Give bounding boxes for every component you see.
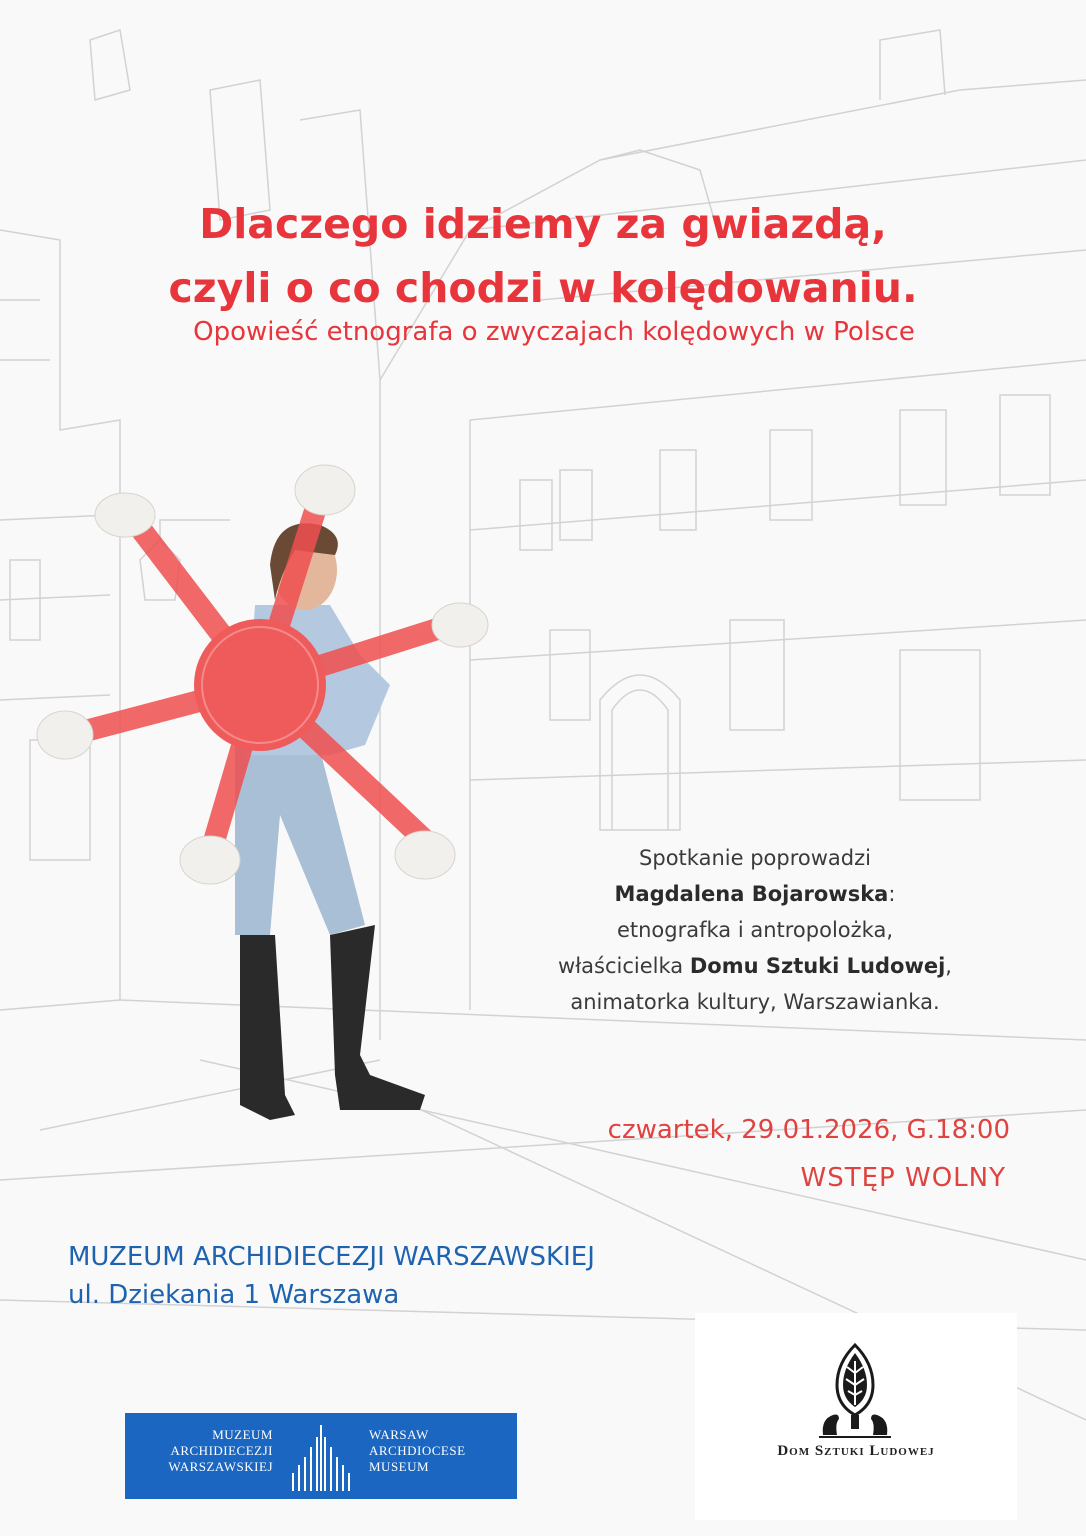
host-name-suffix: : (888, 882, 896, 906)
venue (68, 1238, 595, 1314)
host-role-2-bold: Domu Sztuki Ludowej (689, 954, 946, 978)
title-line-2: czyli o co chodzi w kolędowaniu. (168, 264, 918, 312)
dsl-logo-text: Dom Sztuki Ludowej (777, 1443, 935, 1459)
host-intro: Spotkanie poprowadzi (639, 846, 871, 870)
host-description (480, 840, 1030, 1020)
museum-logo (125, 1413, 517, 1499)
dsl-logo (695, 1313, 1017, 1520)
free-entry: WSTĘP WOLNY (800, 1163, 1006, 1193)
poster-subtitle: Opowieść etnografa o zwyczajach kolędowych w Polsce (193, 317, 915, 347)
venue-name: MUZEUM ARCHIDIECEZJI WARSZAWSKIEJ (68, 1242, 595, 1272)
host-role-2-suffix: , (945, 954, 952, 978)
venue-address: ul. Dziekania 1 Warszawa (68, 1280, 400, 1310)
host-name-line (480, 876, 1030, 912)
host-role-3: animatorka kultury, Warszawianka. (570, 990, 940, 1014)
host-name: Magdalena Bojarowska (614, 882, 889, 906)
organ-pipes-icon (289, 1421, 353, 1493)
title-line-1: Dlaczego idziemy za gwiazdą, (199, 200, 887, 248)
event-date: czwartek, 29.01.2026, G.18:00 (607, 1115, 1010, 1145)
host-role-2-prefix: właścicielka (558, 954, 684, 978)
poster-title (0, 192, 1086, 320)
host-role-2 (480, 948, 1030, 984)
woman-with-carol-star-illustration (30, 455, 500, 1135)
museum-logo-text-en: WARSAW ARCHDIOCESE MUSEUM (369, 1427, 466, 1474)
museum-logo-text-pl: MUZEUM ARCHIDIECEZJI WARSZAWSKIEJ (168, 1427, 273, 1474)
folk-tree-with-birds-icon (815, 1343, 895, 1439)
host-role-1: etnografka i antropolożka, (616, 918, 894, 942)
